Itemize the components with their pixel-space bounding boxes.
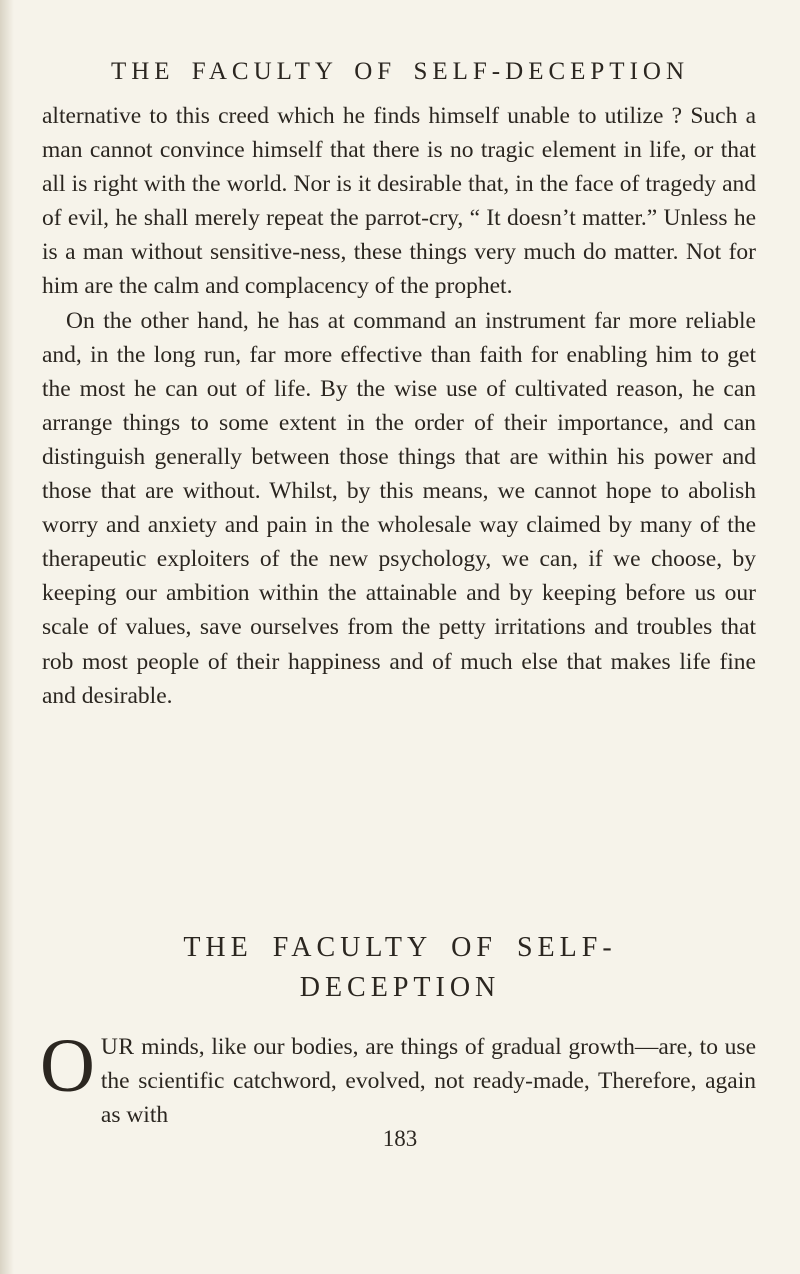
page-spine-shadow: [0, 0, 14, 1274]
running-head: THE FACULTY OF SELF-DECEPTION: [110, 58, 690, 85]
paragraph: On the other hand, he has at command an instrument far more reliable and, in the long run, far more effective than faith for enabling him to get the most he can out of life. By the wise use of cultivated reason, he can arrange things to some extent in the order of their importance, and can distinguish generally between those things that are within his power and those that are without. Whilst, by this means, we cannot hope to abolish worry and anxiety and pain in the wholesale way claimed by many of the therapeutic exploiters of the new psychology, we can, if we choose, by keeping our ambition within the attainable and by keeping before us our scale of values, save ourselves from the petty irritations and troubles that rob most people of their happiness and of much else that makes life fine and desirable.: [42, 307, 756, 709]
page-number: 183: [382, 1126, 418, 1151]
section-opening-paragraph: [40, 1024, 756, 1132]
first-word-rest: UR: [100, 1034, 135, 1060]
body-text: [42, 99, 756, 713]
paragraph-continued: alternative to this creed which he finds himself unable to utilize ? Such a man cannot convince himself that there is no tragic element in life, or that all is right with the world. Nor is it desirable that, in the face of tragedy and of evil, he shall merely repeat the parrot-cry, “ It doesn’t matter.” Unless he is a man without sensitive-ness, these things very much do matter. Not for him are the calm and complacency of the prophet.: [42, 103, 756, 300]
section-title-line-1: THE FACULTY OF SELF-: [183, 932, 617, 963]
section-body-text: [40, 1024, 756, 1132]
section-title: [100, 928, 700, 1008]
section-title-line-2: DECEPTION: [299, 972, 501, 1003]
drop-cap: O: [40, 1024, 95, 1108]
section-paragraph-text: minds, like our bodies, are things of gradual growth—are, to use the scientific catchword, evolved, not ready-made, Therefore, again as with: [100, 1034, 756, 1129]
